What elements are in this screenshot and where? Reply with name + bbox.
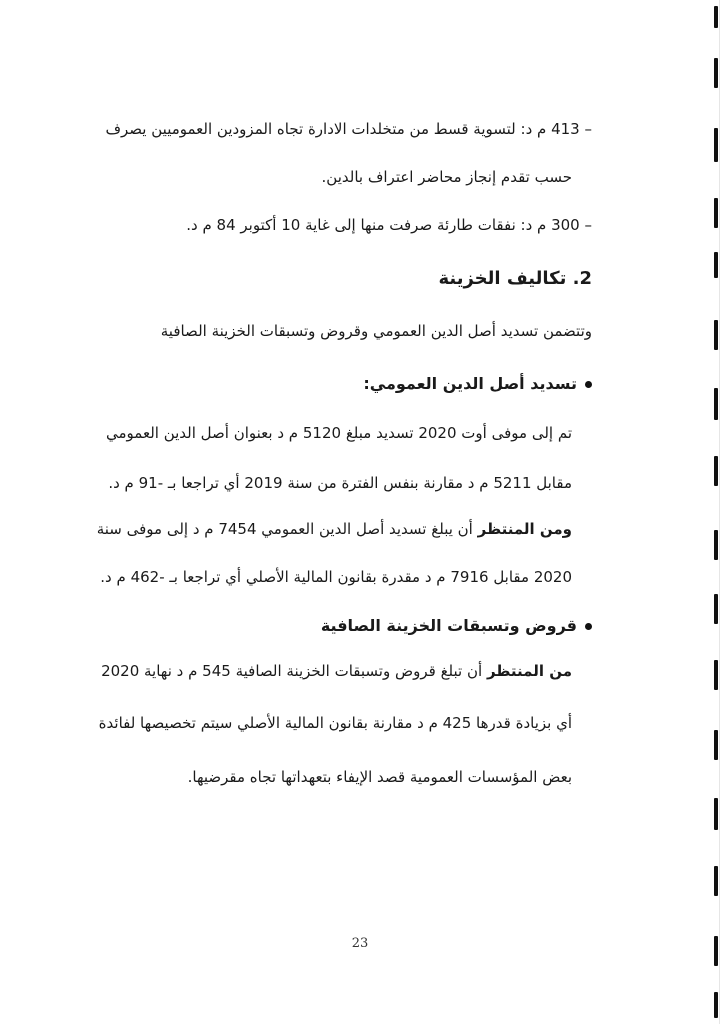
binding-mark	[714, 320, 718, 350]
binding-mark	[714, 58, 718, 88]
paragraph-line: مقابل 5211 م د مقارنة بنفس الفترة من سنة 2019 أي تراجعا بـ -91 م د.	[108, 474, 572, 492]
paragraph-text: أن يبلغ تسديد أصل الدين العمومي 7454 م د إلى موفى سنة	[96, 520, 473, 538]
emphasis-text: من المنتظر	[486, 662, 572, 680]
bullet-icon	[585, 381, 592, 388]
binding-mark	[714, 6, 718, 28]
subsection-title: قروض وتسبقات الخزينة الصافية	[320, 616, 577, 635]
section-heading: 2. تكاليف الخزينة	[438, 268, 592, 289]
paragraph-line	[101, 660, 572, 682]
emphasis-text: ومن المنتظر	[477, 520, 572, 538]
subsection-title-row	[321, 614, 592, 638]
paragraph-text: أن تبلغ قروض وتسبقات الخزينة الصافية 545 م د نهاية 2020	[101, 662, 483, 680]
binding-mark	[714, 456, 718, 486]
section-intro: وتتضمن تسديد أصل الدين العمومي وقروض وتسبقات الخزينة الصافية	[160, 322, 592, 340]
binding-mark	[714, 866, 718, 896]
subsection-title-row	[363, 372, 592, 396]
binding-mark	[714, 594, 718, 624]
list-item: – 413 م د: لتسوية قسط من متخلدات الادارة تجاه المزودين العموميين يصرف	[105, 120, 592, 138]
binding-mark	[714, 798, 718, 830]
page-number: 23	[351, 936, 369, 951]
paragraph-line: تم إلى موفى أوت 2020 تسديد مبلغ 5120 م د بعنوان أصل الدين العمومي	[106, 424, 572, 442]
paragraph-line	[96, 518, 572, 540]
bullet-icon	[585, 623, 592, 630]
binding-mark	[714, 660, 718, 690]
binding-mark	[714, 252, 718, 278]
list-item-continuation: حسب تقدم إنجاز محاضر اعتراف بالدين.	[321, 168, 572, 186]
list-item: – 300 م د: نفقات طارئة صرفت منها إلى غاية 10 أكتوبر 84 م د.	[186, 216, 592, 234]
binding-mark	[714, 388, 718, 420]
binding-mark	[714, 992, 718, 1018]
subsection-title: تسديد أصل الدين العمومي:	[363, 374, 577, 393]
paragraph-line: أي بزيادة قدرها 425 م د مقارنة بقانون المالية الأصلي سيتم تخصيصها لفائدة	[98, 714, 572, 732]
binding-mark	[714, 730, 718, 760]
binding-mark	[714, 530, 718, 560]
binding-mark	[714, 198, 718, 228]
binding-mark	[714, 128, 718, 162]
paragraph-line: بعض المؤسسات العمومية قصد الإيفاء بتعهداتها تجاه مقرضيها.	[187, 768, 572, 786]
paragraph-line: 2020 مقابل 7916 م د مقدرة بقانون المالية الأصلي أي تراجعا بـ -462 م د.	[100, 568, 572, 586]
